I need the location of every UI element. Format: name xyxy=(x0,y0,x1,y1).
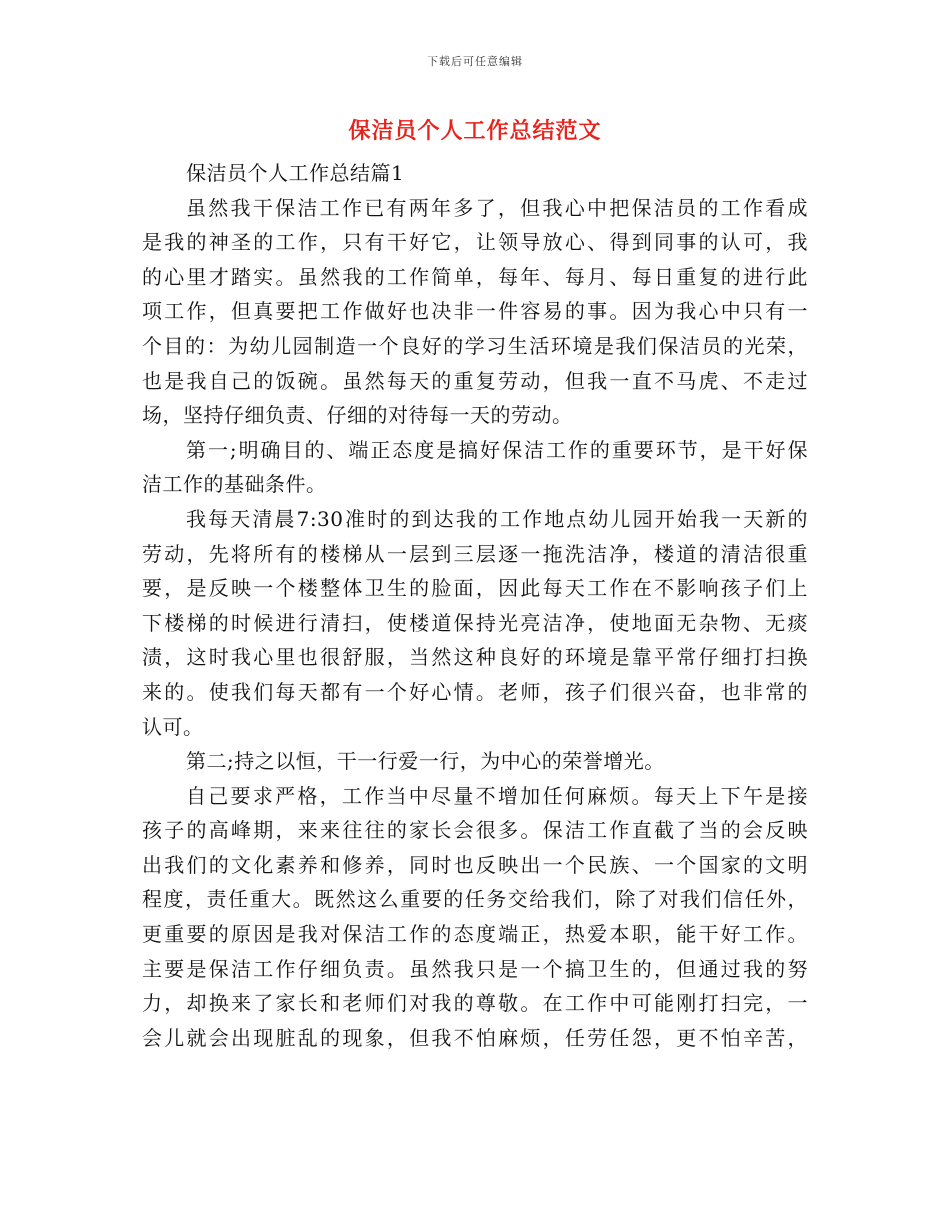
text-line: 下楼梯的时候进行清扫，使楼道保持光亮洁净，使地面无杂物、无痰 xyxy=(142,610,808,635)
text-line: 程度，责任重大。既然这么重要的任务交给我们，除了对我们信任外， xyxy=(142,887,808,912)
text-line: 更重要的原因是我对保洁工作的态度端正，热爱本职，能干好工作。 xyxy=(142,922,808,947)
text-line: 孩子的高峰期，来来往往的家长会很多。保洁工作直截了当的会反映 xyxy=(142,818,808,843)
header-note: 下载后可任意编辑 xyxy=(427,55,523,68)
text-line: 第二;持之以恒，干一行爱一行，为中心的荣誉增光。 xyxy=(186,749,665,774)
text-line: 洁工作的基础条件。 xyxy=(142,472,327,497)
document-title: 保洁员个人工作总结范文 xyxy=(348,118,602,144)
text-line: 是我的神圣的工作，只有干好它，让领导放心、得到同事的认可，我 xyxy=(142,230,808,255)
text-line: 个目的：为幼儿园制造一个良好的学习生活环境是我们保洁员的光荣， xyxy=(142,333,808,358)
text-line: 自己要求严格，工作当中尽量不增加任何麻烦。每天上下午是接 xyxy=(186,783,808,808)
text-line: 来的。使我们每天都有一个好心情。老师，孩子们很兴奋，也非常的 xyxy=(142,679,808,704)
text-line: 场，坚持仔细负责、仔细的对待每一天的劳动。 xyxy=(142,403,573,428)
text-line: 的心里才踏实。虽然我的工作简单，每年、每月、每日重复的进行此 xyxy=(142,264,808,289)
text-line: 我每天清晨7:30准时的到达我的工作地点幼儿园开始我一天新的 xyxy=(186,506,808,531)
text-line: 劳动，先将所有的楼梯从一层到三层逐一拖洗洁净，楼道的清洁很重 xyxy=(142,541,808,566)
text-line: 保洁员个人工作总结篇1 xyxy=(186,161,405,185)
text-line: 会儿就会出现脏乱的现象，但我不怕麻烦，任劳任怨，更不怕辛苦， xyxy=(142,1025,808,1050)
text-line: 第一;明确目的、端正态度是搞好保洁工作的重要环节，是干好保 xyxy=(186,437,808,462)
text-line: 力，却换来了家长和老师们对我的尊敬。在工作中可能刚打扫完，一 xyxy=(142,991,808,1016)
document-body xyxy=(142,156,808,1055)
text-line: 也是我自己的饭碗。虽然每天的重复劳动，但我一直不马虎、不走过 xyxy=(142,368,808,393)
text-line: 主要是保洁工作仔细负责。虽然我只是一个搞卫生的，但通过我的努 xyxy=(142,956,808,981)
text-line: 认可。 xyxy=(142,714,204,739)
text-line: 项工作，但真要把工作做好也决非一件容易的事。因为我心中只有一 xyxy=(142,299,808,324)
text-line: 要，是反映一个楼整体卫生的脸面，因此每天工作在不影响孩子们上 xyxy=(142,576,808,601)
text-line: 出我们的文化素养和修养，同时也反映出一个民族、一个国家的文明 xyxy=(142,852,808,877)
text-line: 渍，这时我心里也很舒服，当然这种良好的环境是靠平常仔细打扫换 xyxy=(142,645,808,670)
text-line: 虽然我干保洁工作已有两年多了，但我心中把保洁员的工作看成 xyxy=(186,195,808,220)
